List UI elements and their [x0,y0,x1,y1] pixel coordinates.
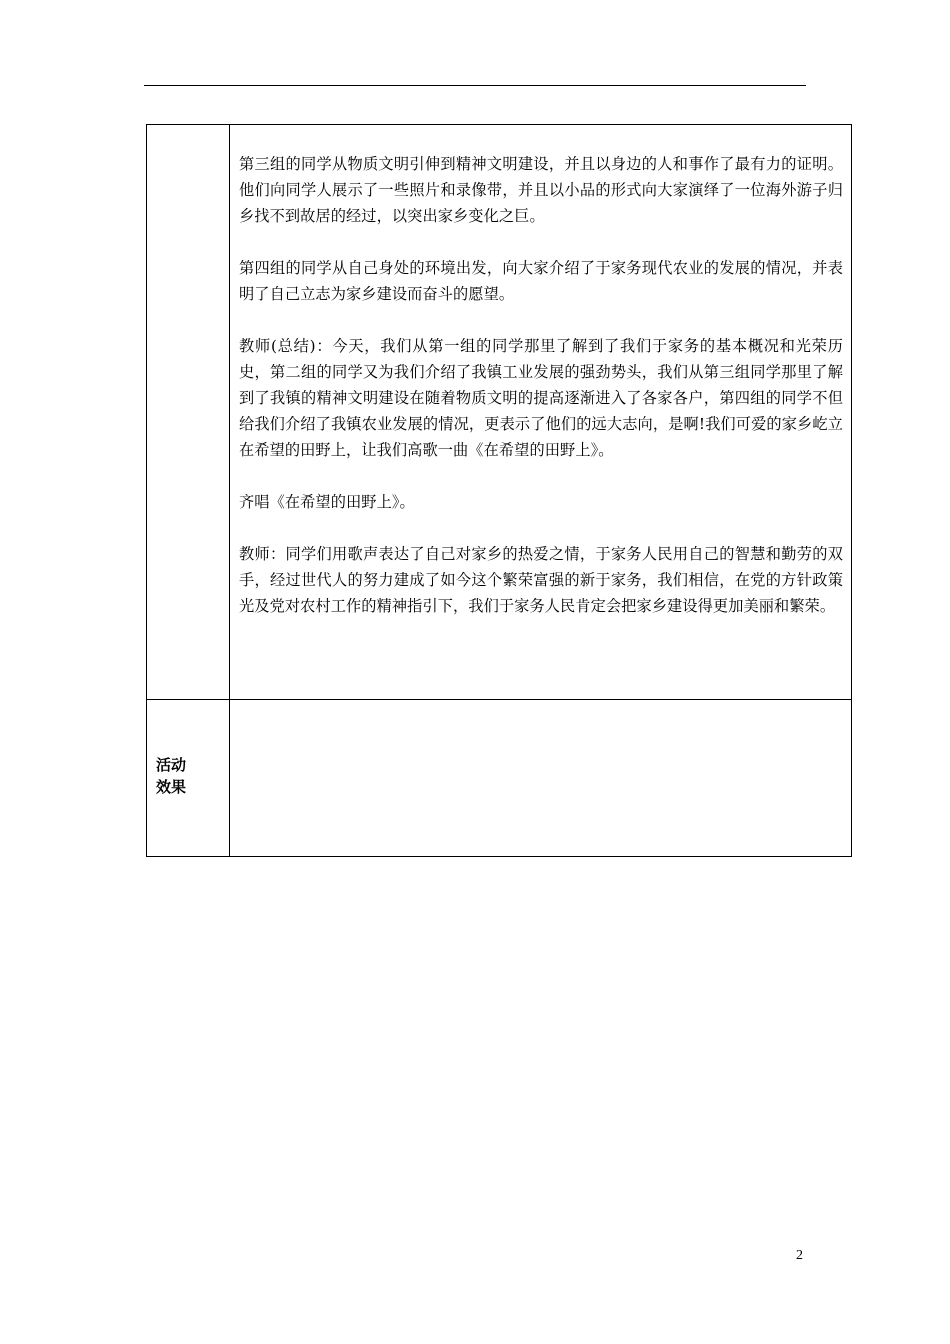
effect-row [147,700,852,857]
page-number: 2 [796,1248,803,1263]
paragraph-group-three: 第三组的同学从物质文明引伸到精神文明建设，并且以身边的人和事作了最有力的证明。他们向同学人展示了一些照片和录像带，并且以小品的形式向大家演绎了一位海外游子归乡找不到故居的经过，以突出家乡变化之巨。 [239,155,843,225]
lesson-table [146,124,852,857]
content-row [147,125,852,700]
effect-content-cell [230,700,852,857]
paragraph-teacher-summary: 教师(总结)：今天，我们从第一组的同学那里了解到了我们于家务的基本概况和光荣历史，第二组的同学又为我们介绍了我镇工业发展的强劲势头，我们从第三组同学那里了解到了我镇的精神文明建设在随着物质文明的提高逐渐进入了各家各户，第四组的同学不但给我们介绍了我镇农业发展的情况，更表示了他们的远大志向，是啊!我们可爱的家乡屹立在希望的田野上，让我们高歌一曲《在希望的田野上》。 [239,337,843,459]
content-cell [230,125,852,700]
paragraph-group-four: 第四组的同学从自己身处的环境出发，向大家介绍了于家务现代农业的发展的情况，并表明了自己立志为家乡建设而奋斗的愿望。 [239,259,843,303]
paragraph-teacher-closing: 教师：同学们用歌声表达了自己对家乡的热爱之情，于家务人民用自己的智慧和勤劳的双手，经过世代人的努力建成了如今这个繁荣富强的新于家务，我们相信，在党的方针政策光及党对农村工作的精神指引下，我们于家务人民肯定会把家乡建设得更加美丽和繁荣。 [239,545,843,615]
effect-label: 活动效果 [156,756,187,796]
effect-label-cell [147,700,230,857]
content-label-cell [147,125,230,700]
paragraph-sing-together: 齐唱《在希望的田野上》。 [239,493,415,511]
header-rule [144,85,806,86]
